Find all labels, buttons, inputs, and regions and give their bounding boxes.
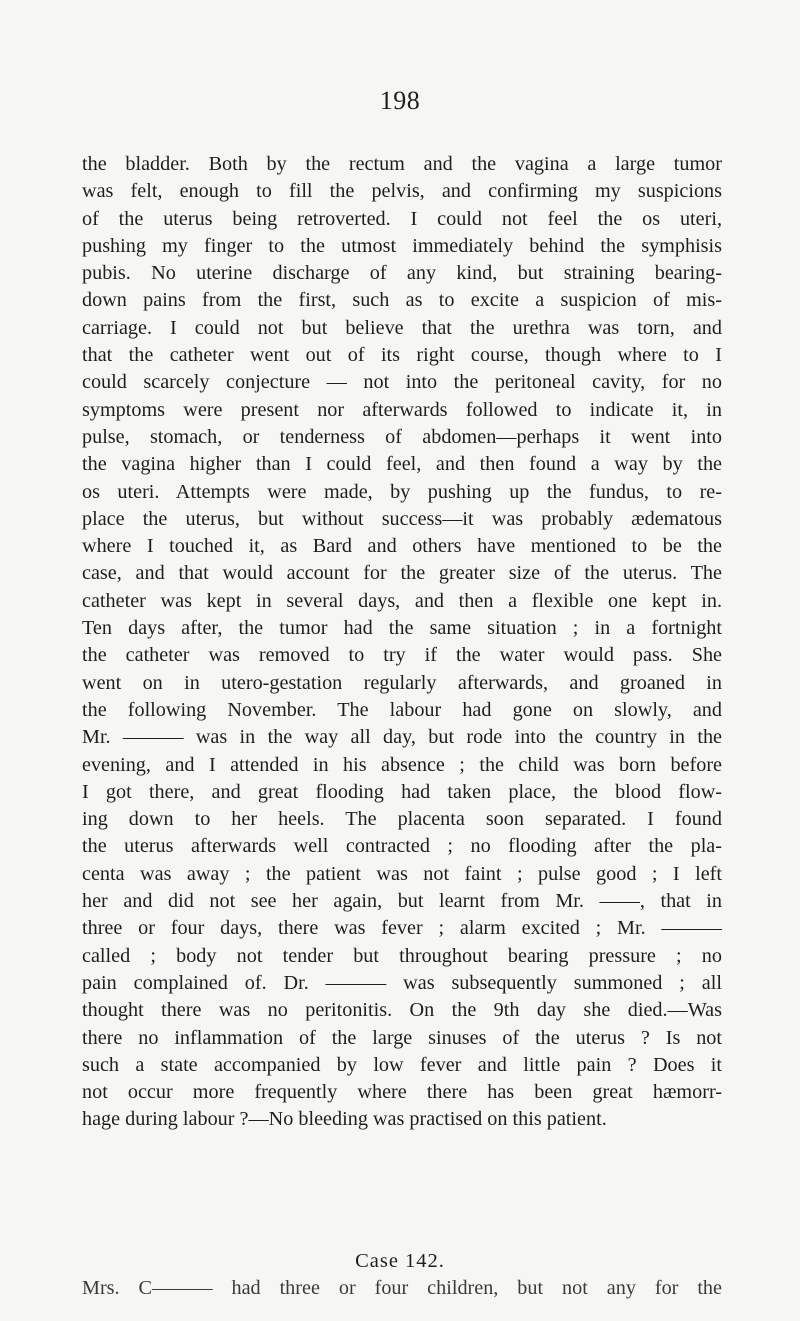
text-line: the uterus afterwards well contracted ; no flooding after the pla- xyxy=(82,835,722,858)
page-number: 198 xyxy=(379,86,421,115)
text-line: three or four days, there was fever ; alarm excited ; Mr. ——— xyxy=(82,917,722,940)
text-line: place the uterus, but without success—it was probably ædematous xyxy=(82,507,722,530)
text-line: symptoms were present nor afterwards followed to indicate it, in xyxy=(82,398,722,421)
text-line: her and did not see her again, but learnt from Mr. ——, that in xyxy=(82,890,722,913)
text-line: pain complained of. Dr. ——— was subsequently summoned ; all xyxy=(82,971,722,994)
text-line: pushing my finger to the utmost immediately behind the symphisis xyxy=(82,234,722,257)
text-line: went on in utero-gestation regularly afterwards, and groaned in xyxy=(82,671,722,694)
text-line: such a state accompanied by low fever and little pain ? Does it xyxy=(82,1053,722,1076)
text-line: catheter was kept in several days, and then a flexible one kept in. xyxy=(82,589,722,612)
text-line: the bladder. Both by the rectum and the vagina a large tumor xyxy=(82,153,722,175)
text-line: was felt, enough to fill the pelvis, and confirming my suspicions xyxy=(82,180,722,203)
text-line: Mrs. C——— had three or four children, but not any for the xyxy=(82,1277,722,1299)
text-line: Mr. ——— was in the way all day, but rode into the country in the xyxy=(82,726,722,749)
text-line: pubis. No uterine discharge of any kind, but straining bearing- xyxy=(82,262,722,285)
text-line: centa was away ; the patient was not faint ; pulse good ; I left xyxy=(82,862,722,885)
text-line: the following November. The labour had gone on slowly, and xyxy=(82,698,722,721)
text-line: case, and that would account for the greater size of the uterus. The xyxy=(82,562,722,585)
text-line: called ; body not tender but throughout bearing pressure ; no xyxy=(82,944,722,967)
text-line: the catheter was removed to try if the water would pass. She xyxy=(82,644,722,667)
text-line: Ten days after, the tumor had the same situation ; in a fortnight xyxy=(82,617,722,640)
body-text xyxy=(82,151,722,1134)
text-line: hage during labour ?—No bleeding was practised on this patient. xyxy=(82,1108,607,1131)
text-line: where I touched it, as Bard and others have mentioned to be the xyxy=(82,535,722,558)
text-line: the vagina higher than I could feel, and then found a way by the xyxy=(82,453,722,476)
text-line: carriage. I could not but believe that the urethra was torn, and xyxy=(82,316,722,339)
text-line: pulse, stomach, or tenderness of abdomen—perhaps it went into xyxy=(82,425,722,448)
case-heading: Case 142. xyxy=(355,1250,445,1272)
text-line: down pains from the first, such as to excite a suspicion of mis- xyxy=(82,289,722,312)
text-line: evening, and I attended in his absence ; the child was born before xyxy=(82,753,722,776)
text-line: there no inflammation of the large sinuses of the uterus ? Is not xyxy=(82,1026,722,1049)
text-line: of the uterus being retroverted. I could not feel the os uteri, xyxy=(82,207,722,230)
text-line: could scarcely conjecture — not into the peritoneal cavity, for no xyxy=(82,371,722,394)
text-line: thought there was no peritonitis. On the 9th day she died.—Was xyxy=(82,999,722,1022)
text-line: os uteri. Attempts were made, by pushing up the fundus, to re- xyxy=(82,480,722,503)
text-line: not occur more frequently where there has been great hæmorr- xyxy=(82,1081,722,1104)
text-line: ing down to her heels. The placenta soon separated. I found xyxy=(82,808,722,831)
text-line: that the catheter went out of its right course, though where to I xyxy=(82,344,722,367)
text-line: I got there, and great flooding had taken place, the blood flow- xyxy=(82,780,722,803)
